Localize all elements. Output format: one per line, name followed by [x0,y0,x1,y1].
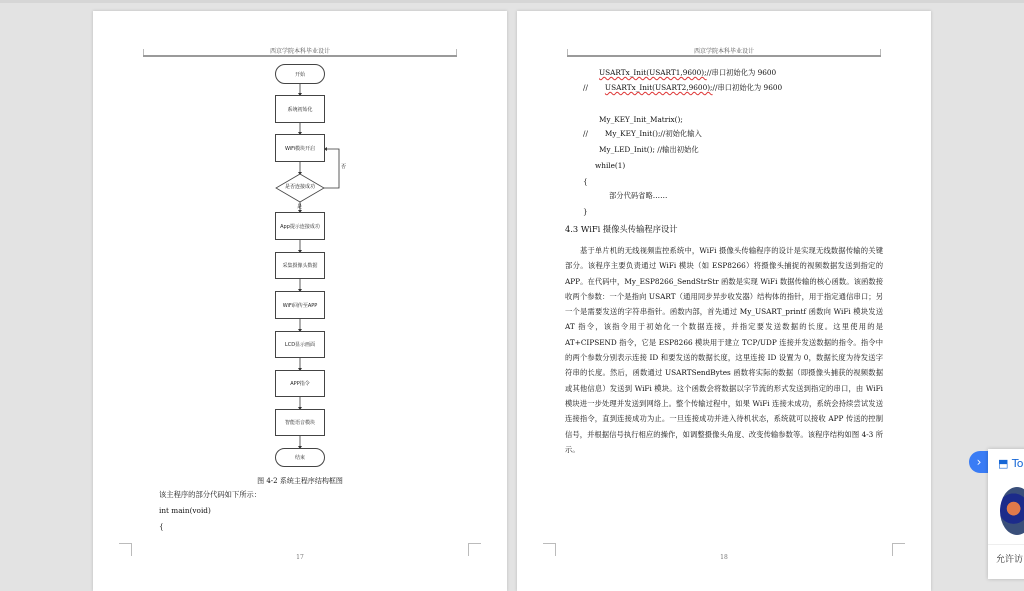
code-line: while(1) [595,161,626,170]
code-line: My_LED_Init(); //输出初始化 [599,145,699,154]
code-line: { [583,177,588,186]
flowchart-end-node: 结束 [275,448,325,467]
flowchart-node-lcd: LCD显示画面 [275,331,325,358]
flowchart-node-wifi-on: WiFi模块开启 [275,134,325,162]
flowchart-decision-label: 是否连接成功 [284,184,315,190]
side-panel-toggle[interactable] [969,451,989,473]
figure-caption: 图 4-2 系统主程序结构框图 [257,477,343,485]
document-page-18 [517,11,931,591]
page-number: 18 [720,554,728,561]
code-line: } [583,207,588,216]
code-line: { [159,522,164,531]
panel-text: 允许访 [996,555,1024,565]
flowchart-yes-label: 是 [297,204,303,210]
page-header: 西京学院本科毕业设计 [693,48,754,55]
flowchart-node-wifi-return: WiFi回传至APP [275,291,325,319]
body-paragraph: 基于单片机的无线视频监控系统中，WiFi 摄像头传输程序的设计是实现无线数据传输的关键部分。该程序主要负责通过 WiFi 模块（如 ESP8266）将摄像头捕捉的视频数据发送到指定的 APP。在代码中，My_ESP8266_SendStrStr 函数是实现 WiFi 数据传输的核心函数。该函数接收两个参数：一个是指向 USART（通用同步异步收发器）结构体的指针，用于指定通信串口；另一个是需要发送的字符串指针。函数内部，首先通过 My_USART_printf 函数向 WiFi 模块发送 AT 指令，该指令用于初始化一个数据连接，并指定要发送数据的长度。这里使用的是 AT+CIPSEND 指令，它是 ESP8266 模块用于建立 TCP/UDP 连接并发送数据的指令。指令中的两个参数分别表示连接 ID 和要发送的数据长度，这里连接 ID 设置为 0，数据长度为待发送字符串的长度。然后，函数通过 USARTSendBytes 函数将实际的数据（即摄像头捕获的视频数据或其他信息）发送到 WiFi 模块。这个函数会将数据以字节流的形式发送到指定的串口，由 WiFi 模块进一步处理并发送到网络上。整个传输过程中，如果 WiFi 连接未成功，系统会持续尝试发送连接指令，直到连接成功为止。一旦连接成功并进入待机状态，系统就可以接收 APP 传送的控制信号，并根据信号执行相应的操作，如调整摄像头角度、改变传输参数等。该程序结构如图 4-3 所示。 [565,246,883,454]
flowchart-node-voice: 智能语音模块 [275,409,325,436]
code-line: // USARTx_Init(USART2,9600);//串口初始化为 9600 [583,83,783,92]
assistant-side-panel[interactable] [988,449,1024,579]
flowchart-node-init: 系统初始化 [275,95,325,123]
body-text-line: 该主程序的部分代码如下所示： [159,490,262,499]
code-line: USARTx_Init(USART1,9600);//串口初始化为 9600 [599,68,777,77]
flowchart-start-node: 开始 [275,64,325,84]
code-line: My_KEY_Init_Matrix(); [599,115,683,124]
document-page-17 [93,11,507,591]
brand-logo: ⬒ To [998,457,1024,470]
flowchart-node-capture: 采集摄像头数据 [275,252,325,279]
viewer-toolbar-edge [0,0,1024,3]
page-number: 17 [296,554,304,561]
flowchart-node-app-notify: App提示连接成功 [275,212,325,240]
header-rule [567,55,881,57]
flowchart-node-app-cmd: APP指令 [275,370,325,397]
code-line: 部分代码省略…… [609,191,668,200]
chevron-right-icon: › [976,455,982,469]
page-header: 西京学院本科毕业设计 [269,48,330,55]
code-line: // My_KEY_Init();//初始化输入 [583,129,702,138]
avatar [1000,487,1024,535]
code-line: int main(void) [159,506,211,515]
divider [988,544,1024,545]
flowchart-no-label: 否 [341,164,347,170]
section-heading: 4.3 WiFi 摄像头传输程序设计 [565,224,678,234]
brand-logo-icon: ⬒ [998,457,1009,470]
